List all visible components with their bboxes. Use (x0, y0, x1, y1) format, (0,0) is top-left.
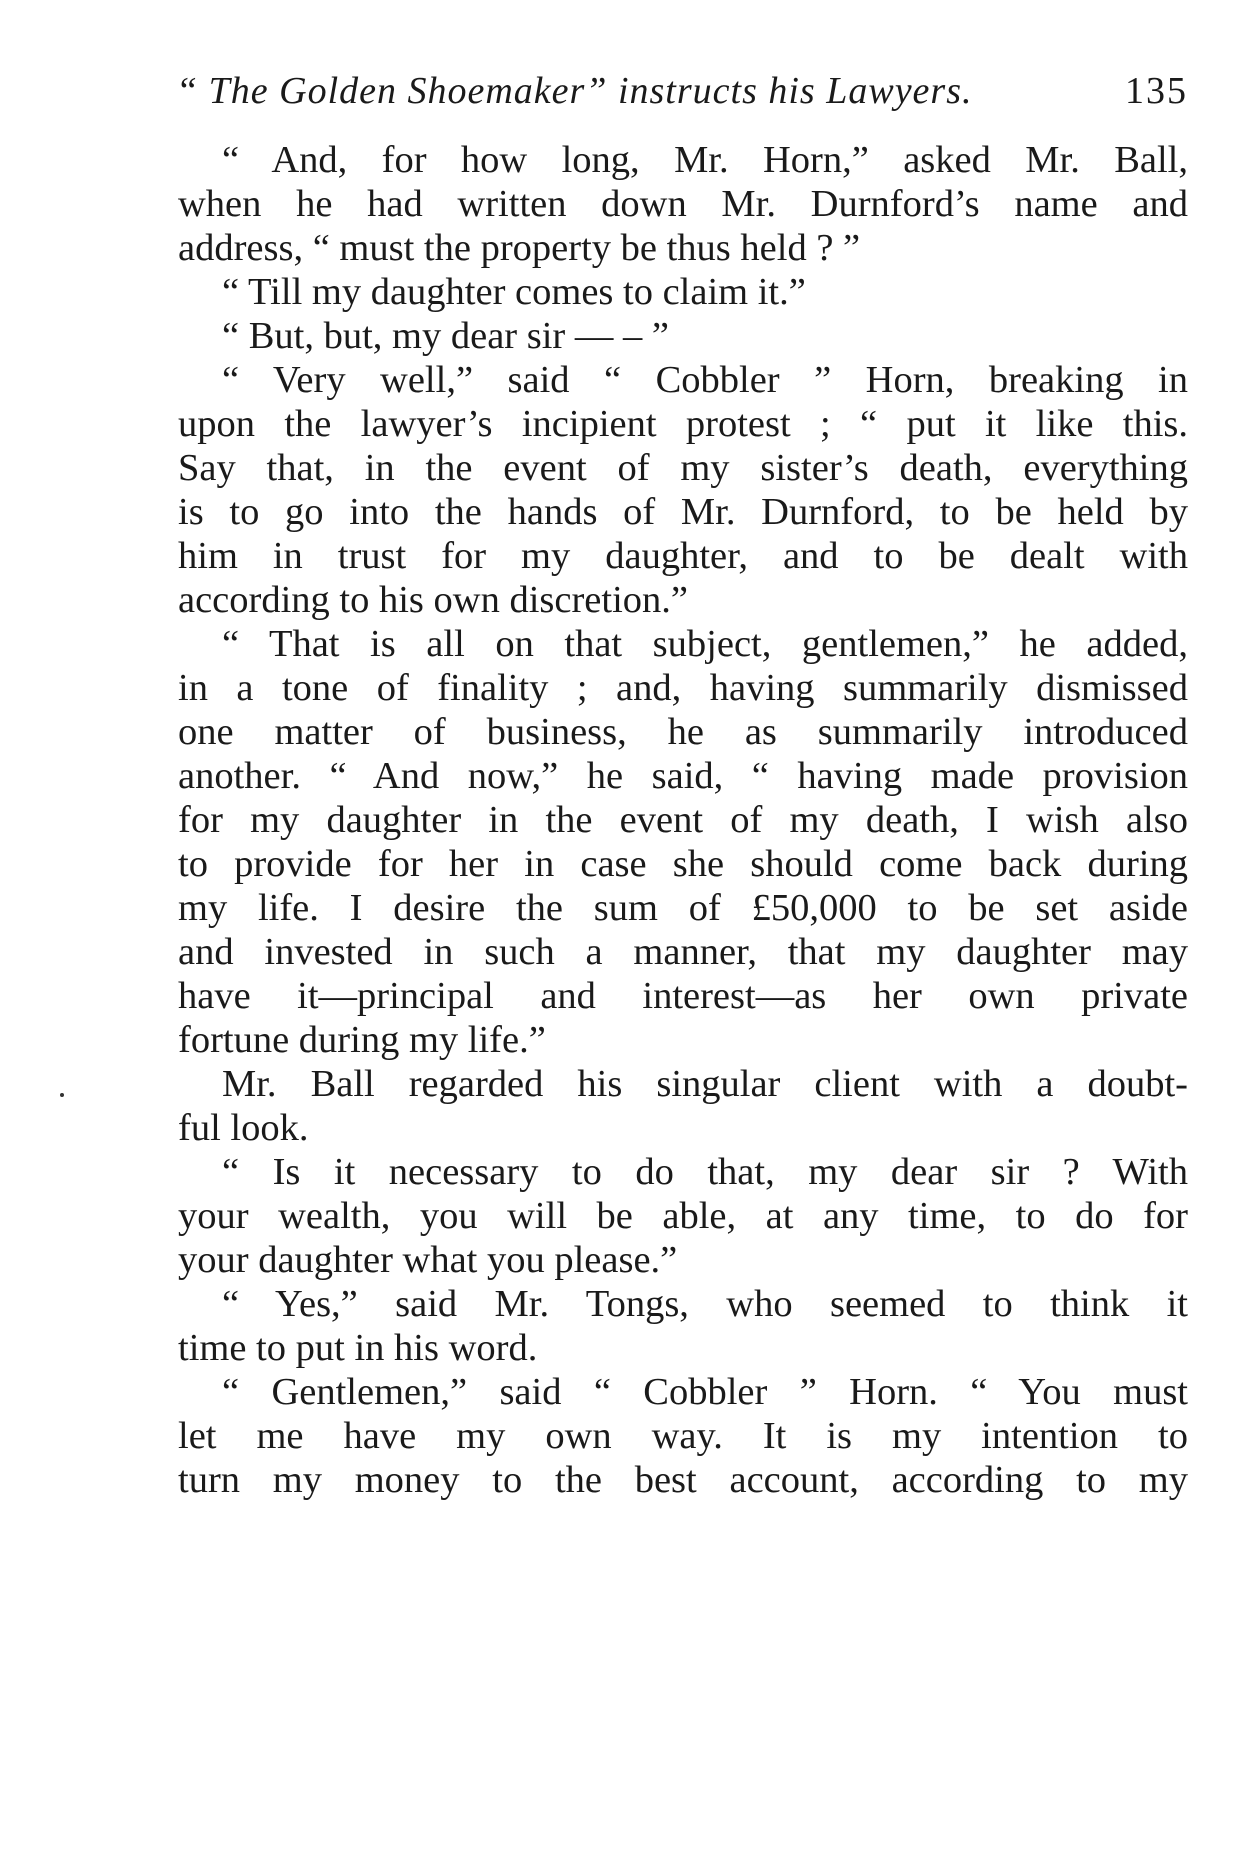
text-line: “ But, but, my dear sir — – ” (222, 315, 669, 357)
running-head (176, 64, 1188, 118)
text-line: Mr. Ball regarded his singular client with a doubt- (222, 1063, 1188, 1105)
running-head-title: “ The Golden Shoemaker” instructs his Lawyers. (176, 70, 973, 112)
text-line: let me have my own way. It is my intention to (178, 1415, 1188, 1457)
text-line: ful look. (178, 1107, 309, 1149)
text-line: have it—principal and interest—as her own private (178, 975, 1188, 1017)
text-line: “ Is it necessary to do that, my dear sir ? With (222, 1151, 1188, 1193)
text-line: your daughter what you please.” (178, 1239, 678, 1281)
text-line: “ That is all on that subject, gentlemen,” he added, (222, 623, 1188, 665)
text-line: “ Very well,” said “ Cobbler ” Horn, breaking in (222, 359, 1188, 401)
text-line: “ And, for how long, Mr. Horn,” asked Mr. Ball, (222, 139, 1188, 181)
text-line: when he had written down Mr. Durnford’s name and (178, 183, 1188, 225)
text-line: one matter of business, he as summarily introduced (178, 711, 1188, 753)
text-line: my life. I desire the sum of £50,000 to be set aside (178, 887, 1188, 929)
text-line: according to his own discretion.” (178, 579, 688, 621)
text-line: to provide for her in case she should come back during (178, 843, 1188, 885)
text-line: upon the lawyer’s incipient protest ; “ put it like this. (178, 403, 1188, 445)
text-line: is to go into the hands of Mr. Durnford, to be held by (178, 491, 1188, 533)
text-line: fortune during my life.” (178, 1019, 546, 1061)
text-line: another. “ And now,” he said, “ having made provision (178, 755, 1188, 797)
text-line: Say that, in the event of my sister’s death, everything (178, 447, 1188, 489)
text-line: time to put in his word. (178, 1327, 538, 1369)
text-line: “ Gentlemen,” said “ Cobbler ” Horn. “ You must (222, 1371, 1188, 1413)
text-line: for my daughter in the event of my death, I wish also (178, 799, 1188, 841)
text-line: him in trust for my daughter, and to be dealt with (178, 535, 1188, 577)
text-line: “ Yes,” said Mr. Tongs, who seemed to think it (222, 1283, 1188, 1325)
text-line: address, “ must the property be thus held ? ” (178, 227, 861, 269)
text-line: “ Till my daughter comes to claim it.” (222, 271, 806, 313)
text-line: your wealth, you will be able, at any time, to do for (178, 1195, 1188, 1237)
text-line: turn my money to the best account, according to my (178, 1459, 1188, 1501)
page-number: 135 (1125, 70, 1188, 112)
text-line: in a tone of finality ; and, having summarily dismissed (178, 667, 1188, 709)
text-line: and invested in such a manner, that my daughter may (178, 931, 1188, 973)
scan-speck (60, 1093, 64, 1097)
